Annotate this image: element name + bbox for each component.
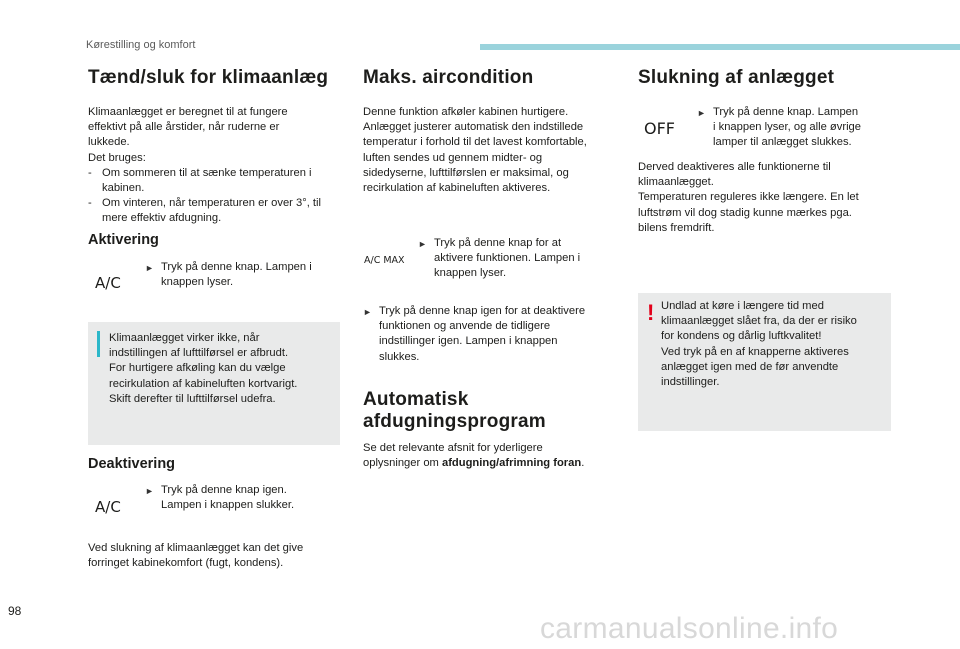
max-ac-instruction-on xyxy=(418,236,608,282)
text-line: Anlægget justerer automatisk den indstillede xyxy=(363,121,584,134)
text-line xyxy=(363,456,623,471)
arrow-bullet-icon: ► xyxy=(145,486,154,496)
text-line: Ved tryk på en af knapperne aktiveres xyxy=(661,345,849,358)
text-line: For hurtigere afkøling kan du vælge xyxy=(109,362,286,375)
page-number: 98 xyxy=(8,604,22,618)
text-line: Se det relevante afsnit for yderligere xyxy=(363,442,543,454)
text-line: effektivt på alle årstider, når ruderne er xyxy=(88,121,280,134)
section-header: Kørestilling og komfort xyxy=(86,39,196,51)
use-item: - Om vinteren, når temperaturen er over 3°, til mere effektiv afdugning. xyxy=(88,196,348,226)
text-line: Denne funktion afkøler kabinen hurtigere. xyxy=(363,106,569,118)
text-line: Temperaturen reguleres ikke længere. En let xyxy=(638,191,859,204)
text-line: slukkes. xyxy=(379,350,420,363)
text-line: aktivere funktionen. Lampen i xyxy=(434,252,581,265)
activation-instruction xyxy=(145,260,340,290)
text-line: Ved slukning af klimaanlægget kan det give xyxy=(88,542,304,554)
text-line: knappen lyser. xyxy=(434,267,507,280)
text-line: anlægget igen med de før anvendte xyxy=(661,360,839,373)
text-span: oplysninger om xyxy=(363,457,442,470)
arrow-bullet-icon: ► xyxy=(697,108,706,118)
off-button-icon: OFF xyxy=(644,119,675,138)
text-line: sidedyserne, lufttilførslen er maksimal, og xyxy=(363,166,569,179)
text-line: Skift derefter til lufttilførsel udefra. xyxy=(109,392,276,405)
text-line: Tryk på denne knap igen. xyxy=(161,484,287,496)
text-line: Derved deaktiveres alle funktionerne til xyxy=(638,161,831,173)
cross-reference: afdugning/afrimning foran xyxy=(441,457,582,470)
col1-footer xyxy=(88,541,348,571)
warning-icon: ! xyxy=(647,300,655,325)
title-auto-demist xyxy=(363,389,546,433)
arrow-bullet-icon: ► xyxy=(418,239,427,249)
text-line: Tryk på denne knap. Lampen i xyxy=(161,261,312,273)
arrow-bullet-icon: ► xyxy=(145,263,154,273)
ac-button-icon: A/C xyxy=(95,498,121,516)
text-line: bilens fremdrift. xyxy=(638,221,715,234)
watermark: carmanualsonline.info xyxy=(540,612,839,645)
text-line: lukkede. xyxy=(88,136,130,149)
title-system-off: Slukning af anlægget xyxy=(638,67,835,88)
text-line: Klimaanlægget er beregnet til at fungere xyxy=(88,106,288,118)
text-line: indstillinger igen. Lampen i knappen xyxy=(379,335,558,348)
info-text xyxy=(109,331,337,407)
off-instruction xyxy=(697,105,887,151)
text-line: recirkulation af kabineluften kortvarigt. xyxy=(109,377,298,390)
heading-activation: Aktivering xyxy=(88,232,159,248)
text-line: Om vinteren, når temperaturen er over 3°, til xyxy=(102,197,321,210)
text-line: Undlad at køre i længere tid med xyxy=(661,300,824,312)
heading-deactivation: Deaktivering xyxy=(88,456,176,472)
text-line: lamper til anlægget slukkes. xyxy=(713,136,852,149)
text-line: Om sommeren til at sænke temperaturen i xyxy=(102,166,312,179)
col3-text xyxy=(638,160,893,236)
title-climate-onoff: Tænd/sluk for klimaanlæg xyxy=(88,67,329,88)
info-icon xyxy=(97,331,100,357)
text-span: . xyxy=(581,457,585,470)
text-line: forringet kabinekomfort (fugt, kondens). xyxy=(88,557,284,570)
text-line: Klimaanlægget virker ikke, når xyxy=(109,332,260,344)
ac-button-icon: A/C xyxy=(95,274,121,292)
header-accent-bar xyxy=(480,44,960,50)
title-line: afdugningsprogram xyxy=(363,411,546,432)
info-box xyxy=(88,322,340,445)
title-line: Automatisk xyxy=(363,389,469,410)
use-item: - Om sommeren til at sænke temperaturen i kabinen. xyxy=(88,166,348,196)
text-line: indstillingen af lufttilførsel er afbrudt. xyxy=(109,347,289,360)
title-max-ac: Maks. aircondition xyxy=(363,67,534,88)
text-line: Tryk på denne knap igen for at deaktivere xyxy=(379,305,586,317)
deactivation-instruction xyxy=(145,483,340,513)
text-line: knappen lyser. xyxy=(161,276,234,289)
warning-text xyxy=(661,299,887,390)
arrow-bullet-icon: ► xyxy=(363,307,372,317)
text-line: funktionen og anvende de tidligere xyxy=(379,320,551,333)
text-line: kabinen. xyxy=(102,182,145,195)
text-line: indstillinger. xyxy=(661,376,720,389)
ac-max-button-icon: A/C MAX xyxy=(364,255,405,266)
text-line: recirkulation af kabineluften aktiveres. xyxy=(363,182,551,195)
text-line: Lampen i knappen slukker. xyxy=(161,499,295,512)
text-line: i knappen lyser, og alle øvrige xyxy=(713,121,862,134)
max-ac-instruction-off xyxy=(363,304,613,365)
text-line: Tryk på denne knap. Lampen xyxy=(713,106,859,118)
warning-box xyxy=(638,293,891,431)
text-line: Tryk på denne knap for at xyxy=(434,237,562,249)
text-line: luftstrøm vil dog stadig kunne mærkes pga. xyxy=(638,206,852,219)
text-line: mere effektiv afdugning. xyxy=(102,212,222,225)
text-line: klimaanlægget. xyxy=(638,176,714,189)
text-line: luften sendes ud gennem midter- og xyxy=(363,151,543,164)
col1-intro xyxy=(88,105,348,227)
col2-intro xyxy=(363,105,613,196)
text-line: for kondens og dårlig luftkvalitet! xyxy=(661,330,822,343)
text-line: temperatur i forhold til det lavest komfortable, xyxy=(363,136,587,149)
text-line: Det bruges: xyxy=(88,151,146,164)
text-line: klimaanlægget slået fra, da der er risiko xyxy=(661,315,857,328)
col2-auto-text xyxy=(363,441,623,471)
